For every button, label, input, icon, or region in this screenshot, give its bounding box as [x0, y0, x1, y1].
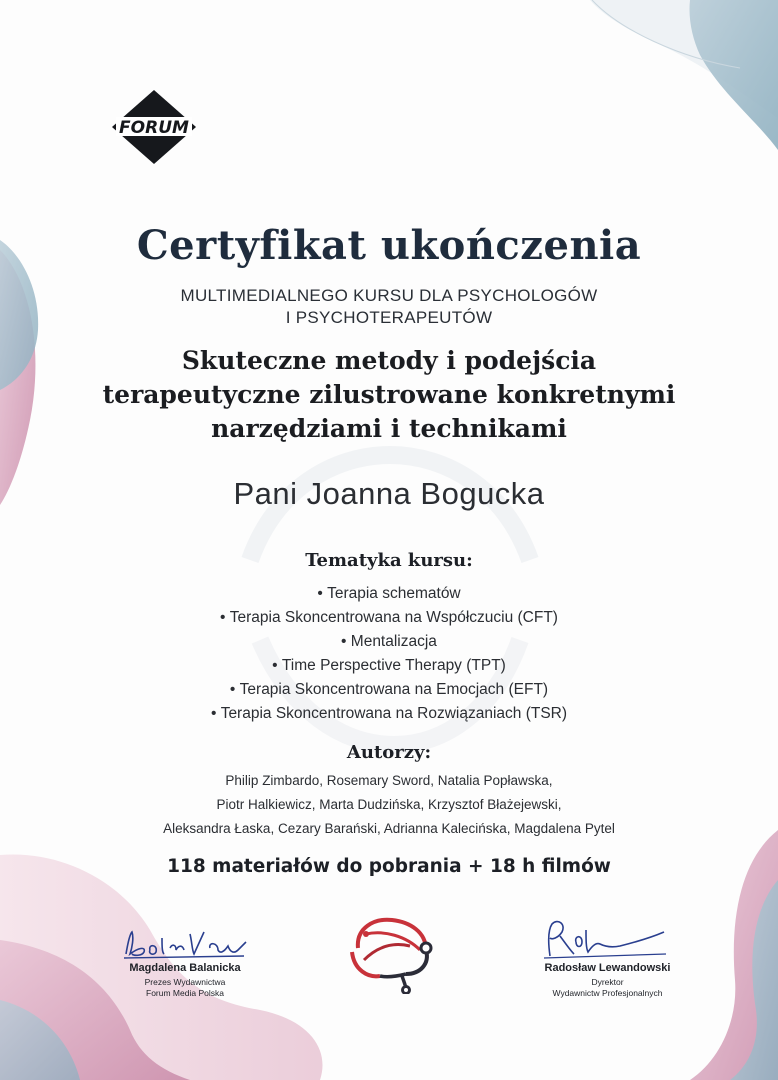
topic-item: • Mentalizacja	[0, 633, 778, 651]
signatory-left-name: Magdalena Balanicka	[129, 962, 241, 974]
certificate-title: Certyfikat ukończenia	[136, 222, 642, 269]
authors-line: Aleksandra Łaska, Cezary Barański, Adrianna Kalecińska, Magdalena Pytel	[163, 821, 615, 836]
topic-item: • Terapia Skoncentrowana na Emocjach (EFT)	[0, 681, 778, 699]
topics-heading: Tematyka kursu:	[305, 550, 473, 571]
authors-line: Piotr Halkiewicz, Marta Dudzińska, Krzysztof Błażejewski,	[216, 797, 562, 812]
signatory-right-name: Radosław Lewandowski	[544, 962, 671, 974]
brain-network-emblem	[344, 912, 440, 994]
certificate-subtitle-line1: MULTIMEDIALNEGO KURSU DLA PSYCHOLOGÓW	[180, 286, 598, 305]
authors-heading: Autorzy:	[346, 742, 432, 763]
signature-right-handwriting	[540, 912, 670, 964]
topic-item: • Terapia schematów	[0, 585, 778, 603]
materials-summary: 118 materiałów do pobrania + 18 h filmów	[167, 856, 611, 877]
signature-left	[100, 962, 270, 999]
signatory-right-role-line2: Wydawnictw Profesjonalnych	[552, 988, 663, 998]
forum-logo	[112, 90, 196, 164]
topic-item: • Terapia Skoncentrowana na Współczuciu (CFT)	[0, 609, 778, 627]
topic-item: • Terapia Skoncentrowana na Rozwiązaniach (TSR)	[0, 705, 778, 723]
course-title-line2: terapeutyczne zilustrowane konkretnymi	[102, 380, 676, 409]
signatory-left-role-line1: Prezes Wydawnictwa	[144, 977, 226, 987]
certificate-subtitle-line2: I PSYCHOTERAPEUTÓW	[285, 308, 493, 327]
recipient-name: Pani Joanna Bogucka	[233, 476, 545, 511]
signatory-left-role-line2: Forum Media Polska	[146, 988, 224, 998]
course-title-line3: narzędziami i technikami	[211, 414, 567, 443]
signature-left-handwriting	[118, 924, 250, 964]
topic-item: • Time Perspective Therapy (TPT)	[0, 657, 778, 675]
authors-line: Philip Zimbardo, Rosemary Sword, Natalia Popławska,	[225, 773, 553, 788]
course-title-line1: Skuteczne metody i podejścia	[181, 346, 597, 375]
signatory-right-role-line1: Dyrektor	[591, 977, 624, 987]
svg-text:FORUM: FORUM	[119, 118, 189, 138]
signature-right	[520, 962, 695, 999]
